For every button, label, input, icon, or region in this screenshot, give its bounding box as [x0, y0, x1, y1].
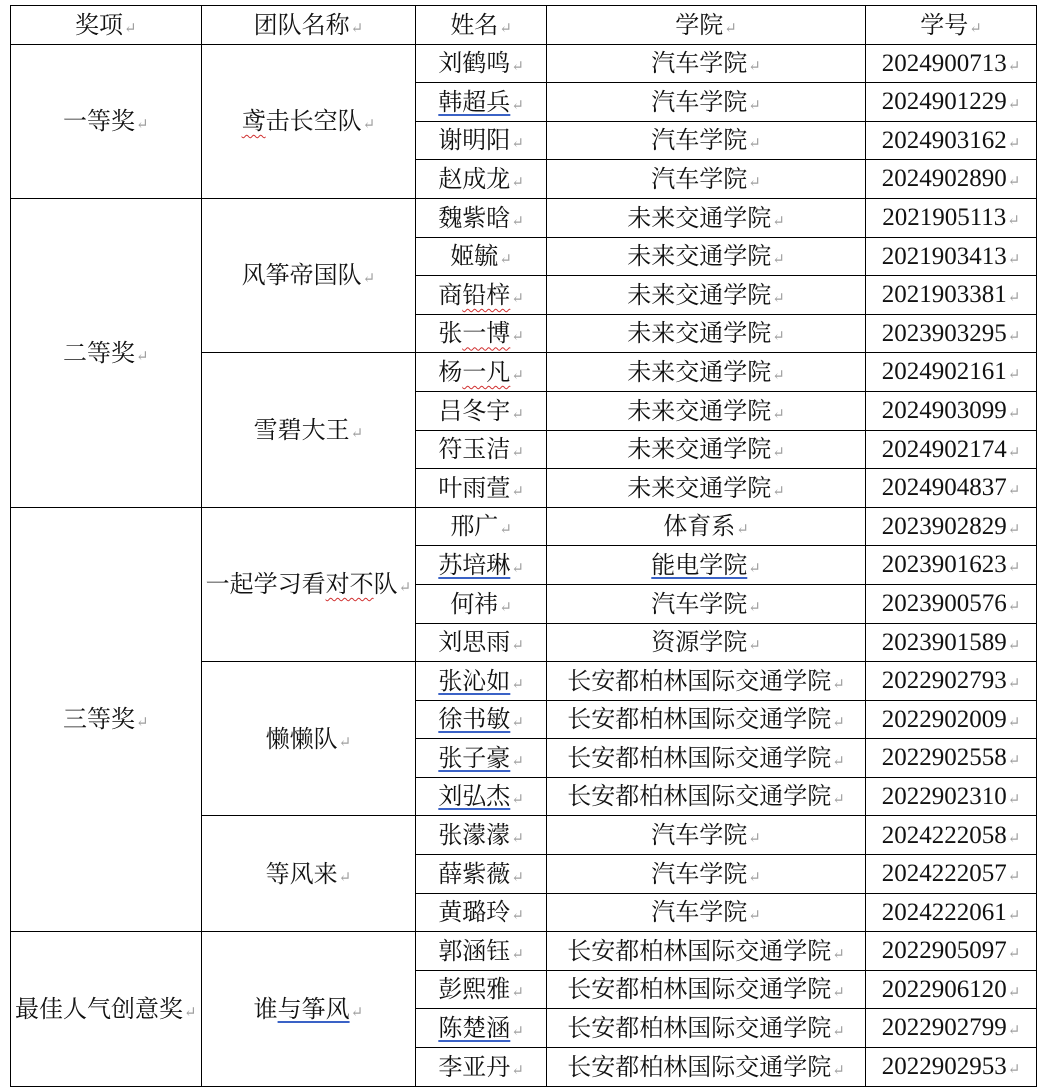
college-cell — [547, 314, 866, 353]
paragraph-mark-icon: ↵ — [1007, 791, 1021, 808]
table-row — [11, 932, 1037, 971]
student-name-cell-text: 邢广 — [450, 512, 499, 541]
student-name-cell — [416, 662, 547, 701]
paragraph-mark-icon: ↵ — [832, 1060, 845, 1079]
student-name-cell — [416, 314, 547, 353]
paragraph-mark-icon: ↵ — [772, 481, 785, 500]
student-id-cell-text: 2022902799 — [881, 1014, 1007, 1042]
college-cell-text: 能电学院 — [651, 550, 748, 579]
student-name-cell — [416, 893, 547, 932]
team-name-cell-text: 鸢击长空队 — [241, 107, 362, 136]
award-cell-text: 二等奖 — [63, 338, 135, 367]
paragraph-mark-icon: ↵ — [511, 134, 524, 153]
paragraph-mark-icon: ↵ — [832, 983, 845, 1002]
student-id-cell — [866, 1009, 1037, 1048]
table-row — [11, 44, 1037, 83]
student-name-cell-text: 张子豪 — [438, 743, 511, 772]
college-cell-text: 未来交通学院 — [627, 242, 772, 271]
student-name-cell-text: 韩超兵 — [438, 87, 511, 116]
college-cell — [547, 430, 866, 469]
student-id-cell — [866, 584, 1037, 623]
paragraph-mark-icon: ↵ — [1007, 174, 1021, 191]
paragraph-mark-icon: ↵ — [499, 520, 512, 539]
student-name-cell-text: 刘鹤鸣 — [438, 49, 511, 78]
student-name-cell — [416, 507, 547, 546]
college-cell-text: 长安都柏林国际交通学院 — [567, 782, 832, 811]
paragraph-mark-icon: ↵ — [1007, 598, 1021, 615]
paragraph-mark-icon: ↵ — [748, 867, 761, 886]
college-cell-text: 未来交通学院 — [627, 357, 772, 386]
award-cell — [11, 44, 202, 198]
student-id-cell-text: 2023901589 — [881, 628, 1007, 656]
student-name-cell-text: 黄璐玲 — [438, 898, 511, 927]
student-id-cell — [866, 777, 1037, 816]
student-id-cell-text: 2024222061 — [881, 898, 1007, 926]
student-id-cell — [866, 121, 1037, 160]
student-name-cell-text: 刘思雨 — [438, 628, 511, 657]
paragraph-mark-icon: ↵ — [511, 829, 524, 848]
paragraph-mark-icon: ↵ — [1007, 521, 1021, 538]
team-name-cell-text: 谁与筝风 — [253, 994, 350, 1023]
student-name-cell — [416, 970, 547, 1009]
student-name-cell — [416, 44, 547, 83]
college-cell-text: 长安都柏林国际交通学院 — [567, 1014, 832, 1043]
student-name-cell-text: 商铅梓 — [438, 280, 511, 309]
team-name-cell-text: 懒懒队 — [265, 724, 338, 753]
paragraph-mark-icon: ↵ — [748, 906, 761, 925]
student-id-cell-text: 2022902953 — [881, 1053, 1007, 1081]
student-name-cell-text: 张一博 — [438, 319, 511, 348]
paragraph-mark-icon: ↵ — [1007, 907, 1021, 924]
student-id-cell-text: 2023903295 — [881, 319, 1007, 347]
student-id-cell-text: 2024222057 — [881, 860, 1007, 888]
student-name-cell-text: 叶雨萱 — [438, 473, 511, 502]
student-name-cell-text: 苏培琳 — [438, 550, 511, 579]
student-id-cell-text: 2022902009 — [881, 705, 1007, 733]
college-cell — [547, 237, 866, 276]
college-cell — [547, 198, 866, 237]
paragraph-mark-icon: ↵ — [832, 713, 845, 732]
college-cell-text: 体育系 — [663, 512, 736, 541]
paragraph-mark-icon: ↵ — [1007, 483, 1021, 500]
student-id-cell — [866, 353, 1037, 392]
student-id-cell-text: 2022902793 — [881, 667, 1007, 695]
college-cell — [547, 623, 866, 662]
team-name-cell-text: 一起学习看对不队 — [205, 570, 398, 599]
student-name-cell-text: 彭熙雅 — [438, 975, 511, 1004]
student-id-cell — [866, 391, 1037, 430]
college-cell-text: 汽车学院 — [651, 126, 748, 155]
paragraph-mark-icon: ↵ — [511, 95, 524, 114]
paragraph-mark-icon: ↵ — [511, 751, 524, 770]
award-cell-text: 三等奖 — [63, 705, 135, 734]
student-id-cell-text: 2021903413 — [881, 242, 1007, 270]
paragraph-mark-icon: ↵ — [338, 732, 352, 751]
college-cell-text: 未来交通学院 — [627, 473, 772, 502]
student-id-cell — [866, 160, 1037, 199]
student-name-cell-text: 张沁如 — [438, 666, 511, 695]
college-cell-text: 汽车学院 — [651, 164, 748, 193]
student-name-cell-text: 何祎 — [450, 589, 499, 618]
student-name-cell — [416, 430, 547, 469]
paragraph-mark-icon: ↵ — [772, 365, 785, 384]
student-id-cell — [866, 970, 1037, 1009]
student-name-cell — [416, 623, 547, 662]
paragraph-mark-icon: ↵ — [511, 172, 524, 191]
paragraph-mark-icon: ↵ — [1007, 830, 1021, 847]
college-cell-text: 汽车学院 — [651, 859, 748, 888]
header-student-id: 学号↵ — [866, 6, 1037, 45]
paragraph-mark-icon: ↵ — [1007, 946, 1021, 963]
header-row — [11, 6, 1037, 45]
paragraph-mark-icon: ↵ — [772, 443, 785, 462]
college-cell-text: 汽车学院 — [651, 87, 748, 116]
paragraph-mark-icon: ↵ — [511, 211, 524, 230]
paragraph-mark-icon: ↵ — [1007, 58, 1021, 75]
student-id-cell-text: 2024902161 — [881, 358, 1007, 386]
college-cell — [547, 855, 866, 894]
college-cell-text: 长安都柏林国际交通学院 — [567, 1052, 832, 1081]
paragraph-mark-icon: ↵ — [772, 250, 785, 269]
student-id-cell — [866, 623, 1037, 662]
paragraph-mark-icon: ↵ — [499, 597, 512, 616]
college-cell — [547, 739, 866, 778]
paragraph-mark-icon: ↵ — [1007, 251, 1021, 268]
paragraph-mark-icon: ↵ — [511, 906, 524, 925]
college-cell — [547, 44, 866, 83]
student-id-cell-text: 2022906120 — [881, 975, 1007, 1003]
paragraph-mark-icon: ↵ — [772, 327, 785, 346]
paragraph-mark-icon: ↵ — [748, 95, 761, 114]
student-name-cell — [416, 198, 547, 237]
college-cell — [547, 970, 866, 1009]
student-id-cell-text: 2022905097 — [881, 937, 1007, 965]
team-name-cell — [201, 198, 416, 352]
student-id-cell-text: 2024903162 — [881, 126, 1007, 154]
college-cell — [547, 121, 866, 160]
paragraph-mark-icon: ↵ — [511, 481, 524, 500]
paragraph-mark-icon: ↵ — [1007, 1062, 1021, 1079]
paragraph-mark-icon: ↵ — [832, 790, 845, 809]
student-id-cell — [866, 855, 1037, 894]
student-name-cell-text: 赵成龙 — [438, 164, 511, 193]
college-cell-text: 汽车学院 — [651, 821, 748, 850]
college-cell — [547, 777, 866, 816]
student-id-cell-text: 2024901229 — [881, 88, 1007, 116]
paragraph-mark-icon: ↵ — [1007, 444, 1021, 461]
college-cell-text: 未来交通学院 — [627, 319, 772, 348]
team-name-cell-text: 雪碧大王 — [253, 415, 350, 444]
award-cell — [11, 198, 202, 507]
paragraph-mark-icon: ↵ — [511, 558, 524, 577]
student-name-cell-text: 吕冬宇 — [438, 396, 511, 425]
paragraph-mark-icon: ↵ — [748, 57, 761, 76]
student-id-cell — [866, 237, 1037, 276]
student-name-cell — [416, 353, 547, 392]
team-name-cell — [201, 507, 416, 661]
college-cell — [547, 546, 866, 585]
student-name-cell — [416, 584, 547, 623]
student-id-cell-text: 2023900576 — [881, 589, 1007, 617]
paragraph-mark-icon: ↵ — [511, 944, 524, 963]
paragraph-mark-icon: ↵ — [511, 288, 524, 307]
paragraph-mark-icon: ↵ — [1007, 213, 1020, 230]
table-body — [11, 6, 1037, 1087]
college-cell — [547, 391, 866, 430]
team-name-cell — [201, 816, 416, 932]
paragraph-mark-icon: ↵ — [136, 346, 149, 365]
student-id-cell-text: 2021903381 — [881, 281, 1007, 309]
student-name-cell — [416, 160, 547, 199]
student-name-cell — [416, 469, 547, 508]
paragraph-mark-icon: ↵ — [398, 578, 412, 597]
college-cell — [547, 584, 866, 623]
student-id-cell — [866, 507, 1037, 546]
paragraph-mark-icon: ↵ — [1007, 405, 1021, 422]
paragraph-mark-icon: ↵ — [832, 751, 845, 770]
paragraph-mark-icon: ↵ — [1007, 869, 1021, 886]
college-cell — [547, 353, 866, 392]
student-id-cell — [866, 44, 1037, 83]
team-name-cell-text: 等风来 — [265, 859, 338, 888]
college-cell-text: 未来交通学院 — [627, 435, 772, 464]
paragraph-mark-icon: ↵ — [1007, 676, 1021, 693]
student-id-cell — [866, 662, 1037, 701]
team-name-cell — [201, 932, 416, 1086]
paragraph-mark-icon: ↵ — [511, 404, 524, 423]
paragraph-mark-icon: ↵ — [511, 867, 524, 886]
paragraph-mark-icon: ↵ — [1007, 984, 1021, 1001]
student-id-cell-text: 2024903099 — [881, 396, 1007, 424]
college-cell-text: 长安都柏林国际交通学院 — [567, 666, 832, 695]
student-name-cell-text: 谢明阳 — [438, 126, 511, 155]
student-id-cell — [866, 314, 1037, 353]
paragraph-mark-icon: ↵ — [1007, 290, 1021, 307]
student-name-cell — [416, 1048, 547, 1087]
paragraph-mark-icon: ↵ — [1007, 97, 1021, 114]
paragraph-mark-icon: ↵ — [1007, 637, 1021, 654]
paragraph-mark-icon: ↵ — [1007, 753, 1021, 770]
paragraph-mark-icon: ↵ — [511, 983, 524, 1002]
student-id-cell-text: 2024902174 — [881, 435, 1007, 463]
student-id-cell-text: 2022902310 — [881, 782, 1007, 810]
paragraph-mark-icon: ↵ — [511, 327, 524, 346]
college-cell — [547, 469, 866, 508]
student-name-cell — [416, 932, 547, 971]
paragraph-mark-icon: ↵ — [511, 365, 524, 384]
paragraph-mark-icon: ↵ — [136, 713, 149, 732]
college-cell — [547, 83, 866, 122]
header-name: 姓名↵ — [416, 6, 547, 45]
student-id-cell-text: 2023902829 — [881, 512, 1007, 540]
student-name-cell — [416, 276, 547, 315]
student-name-cell — [416, 855, 547, 894]
student-id-cell — [866, 83, 1037, 122]
student-id-cell — [866, 816, 1037, 855]
student-name-cell — [416, 739, 547, 778]
student-id-cell — [866, 430, 1037, 469]
student-id-cell-text: 2024904837 — [881, 474, 1007, 502]
paragraph-mark-icon: ↵ — [511, 1022, 524, 1041]
student-name-cell-text: 姬毓 — [450, 242, 499, 271]
paragraph-mark-icon: ↵ — [362, 115, 376, 134]
student-name-cell-text: 魏紫晗 — [438, 203, 511, 232]
table-row — [11, 198, 1037, 237]
paragraph-mark-icon: ↵ — [511, 443, 524, 462]
paragraph-mark-icon: ↵ — [832, 944, 845, 963]
college-cell — [547, 160, 866, 199]
award-cell — [11, 507, 202, 932]
student-id-cell — [866, 739, 1037, 778]
student-id-cell — [866, 469, 1037, 508]
student-name-cell — [416, 237, 547, 276]
college-cell-text: 汽车学院 — [651, 898, 748, 927]
team-name-cell — [201, 662, 416, 816]
paragraph-mark-icon: ↵ — [832, 674, 845, 693]
paragraph-mark-icon: ↵ — [184, 1002, 197, 1021]
paragraph-mark-icon: ↵ — [511, 674, 524, 693]
paragraph-mark-icon: ↵ — [748, 829, 761, 848]
student-id-cell — [866, 198, 1037, 237]
paragraph-mark-icon: ↵ — [511, 1060, 524, 1079]
student-name-cell-text: 郭涵钰 — [438, 936, 511, 965]
student-name-cell — [416, 700, 547, 739]
college-cell-text: 资源学院 — [651, 628, 748, 657]
paragraph-mark-icon: ↵ — [136, 115, 149, 134]
paragraph-mark-icon: ↵ — [748, 558, 761, 577]
student-name-cell-text: 陈楚涵 — [438, 1014, 511, 1043]
award-cell-text: 一等奖 — [63, 107, 135, 136]
paragraph-mark-icon: ↵ — [511, 57, 524, 76]
paragraph-mark-icon: ↵ — [1007, 560, 1021, 577]
student-name-cell — [416, 777, 547, 816]
student-id-cell — [866, 546, 1037, 585]
paragraph-mark-icon: ↵ — [772, 404, 785, 423]
paragraph-mark-icon: ↵ — [511, 790, 524, 809]
award-cell — [11, 932, 202, 1086]
student-id-cell-text: 2024902890 — [881, 165, 1007, 193]
paragraph-mark-icon: ↵ — [748, 597, 761, 616]
paragraph-mark-icon: ↵ — [1007, 1023, 1021, 1040]
student-name-cell-text: 徐书敏 — [438, 705, 511, 734]
college-cell — [547, 507, 866, 546]
college-cell-text: 长安都柏林国际交通学院 — [567, 705, 832, 734]
student-id-cell — [866, 893, 1037, 932]
student-id-cell — [866, 700, 1037, 739]
paragraph-mark-icon: ↵ — [748, 172, 761, 191]
paragraph-mark-icon: ↵ — [1007, 135, 1021, 152]
paragraph-mark-icon: ↵ — [832, 1022, 845, 1041]
student-name-cell — [416, 83, 547, 122]
student-id-cell-text: 2024900713 — [881, 49, 1007, 77]
table-row — [11, 507, 1037, 546]
header-college: 学院↵ — [547, 6, 866, 45]
college-cell — [547, 276, 866, 315]
college-cell — [547, 700, 866, 739]
college-cell-text: 未来交通学院 — [627, 203, 772, 232]
college-cell — [547, 932, 866, 971]
college-cell-text: 未来交通学院 — [627, 396, 772, 425]
team-name-cell-text: 风筝帝国队 — [241, 261, 362, 290]
student-id-cell-text: 2022902558 — [881, 744, 1007, 772]
award-cell-text: 最佳人气创意奖 — [15, 994, 183, 1023]
student-name-cell-text: 杨一凡 — [438, 357, 511, 386]
header-team: 团队名称↵ — [201, 6, 416, 45]
paragraph-mark-icon: ↵ — [499, 250, 512, 269]
paragraph-mark-icon: ↵ — [1007, 714, 1021, 731]
college-cell — [547, 893, 866, 932]
student-name-cell — [416, 391, 547, 430]
student-id-cell — [866, 1048, 1037, 1087]
college-cell — [547, 1048, 866, 1087]
paragraph-mark-icon: ↵ — [736, 520, 749, 539]
college-cell — [547, 816, 866, 855]
paragraph-mark-icon: ↵ — [350, 423, 364, 442]
college-cell — [547, 662, 866, 701]
student-id-cell — [866, 932, 1037, 971]
team-name-cell — [201, 353, 416, 507]
college-cell-text: 长安都柏林国际交通学院 — [567, 743, 832, 772]
college-cell — [547, 1009, 866, 1048]
awards-table — [10, 5, 1037, 1087]
student-name-cell-text: 刘弘杰 — [438, 782, 511, 811]
paragraph-mark-icon: ↵ — [338, 867, 352, 886]
student-name-cell-text: 李亚丹 — [438, 1052, 511, 1081]
paragraph-mark-icon: ↵ — [772, 211, 785, 230]
paragraph-mark-icon: ↵ — [772, 288, 785, 307]
student-name-cell — [416, 546, 547, 585]
paragraph-mark-icon: ↵ — [1007, 328, 1021, 345]
paragraph-mark-icon: ↵ — [748, 636, 761, 655]
student-id-cell-text: 2023901623 — [881, 551, 1007, 579]
student-name-cell-text: 薛紫薇 — [438, 859, 511, 888]
student-name-cell-text: 张濛濛 — [438, 821, 511, 850]
team-name-cell — [201, 44, 416, 198]
paragraph-mark-icon: ↵ — [511, 636, 524, 655]
paragraph-mark-icon: ↵ — [748, 134, 761, 153]
student-name-cell — [416, 816, 547, 855]
student-id-cell-text: 2024222058 — [881, 821, 1007, 849]
college-cell-text: 长安都柏林国际交通学院 — [567, 936, 832, 965]
student-id-cell — [866, 276, 1037, 315]
college-cell-text: 汽车学院 — [651, 49, 748, 78]
paragraph-mark-icon: ↵ — [511, 713, 524, 732]
paragraph-mark-icon: ↵ — [362, 269, 376, 288]
college-cell-text: 未来交通学院 — [627, 280, 772, 309]
college-cell-text: 长安都柏林国际交通学院 — [567, 975, 832, 1004]
student-name-cell-text: 符玉洁 — [438, 435, 511, 464]
paragraph-mark-icon: ↵ — [350, 1002, 364, 1021]
student-name-cell — [416, 121, 547, 160]
student-id-cell-text: 2021905113 — [882, 204, 1007, 232]
student-name-cell — [416, 1009, 547, 1048]
header-award: 奖项↵ — [11, 6, 202, 45]
paragraph-mark-icon: ↵ — [1007, 367, 1021, 384]
college-cell-text: 汽车学院 — [651, 589, 748, 618]
